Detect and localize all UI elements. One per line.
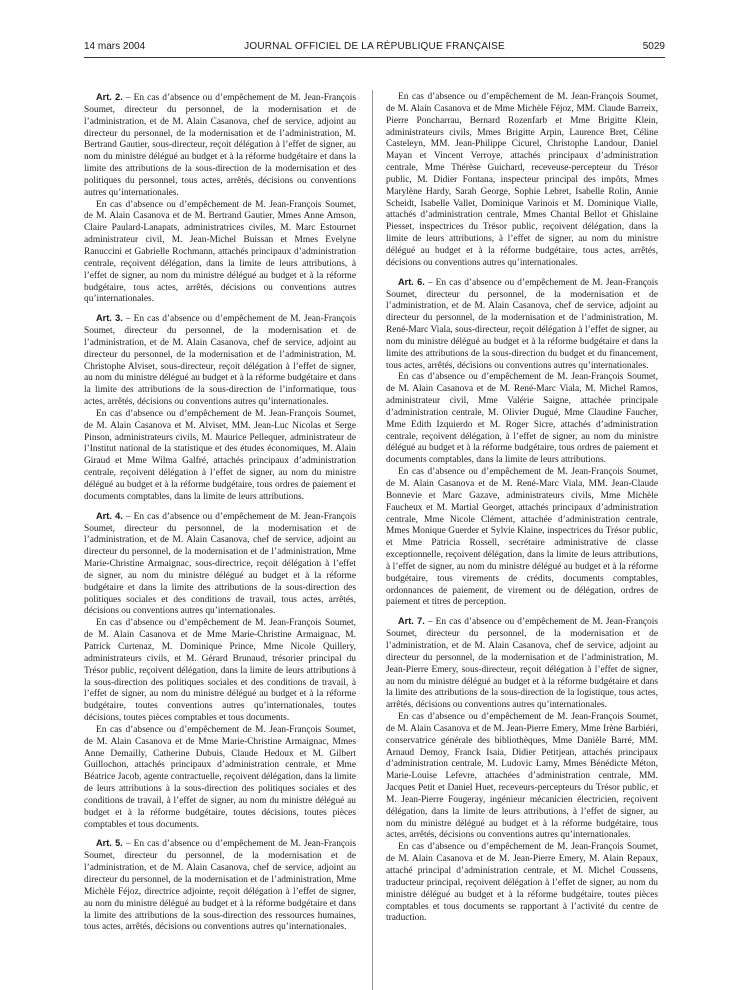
paragraph-text: En cas d’absence ou d’empêchement de M. Jean-François Soumet, de M. Alain Casanova et de M. Jean-Pierre Emery, Mme Irène Barbiéri, conservatrice générale des bibliothèques, Mme Danièle Barré, MM. Arnaud Demoy, Franck Isaia, Didier Petitjean, attachés principaux d’administration centrale, M. Ludovic Lamy, Mmes Bénédicte Méton, Marie-Louise Lefevre, attachées d’administration centrale, MM. Jacques Petit et Daniel Huet, receveurs-percepteurs du Trésor public, et M. Jean-Pierre Fougeray, ingénieur mécanicien électricien, reçoivent délégation, dans la limite de leurs attributions, à l’effet de signer, au nom du ministre délégué au budget et à la réforme budgétaire, tous actes, arrêtés, décisions ou conventions autres qu’internationales.: [386, 712, 658, 841]
paragraph-text: En cas d’absence ou d’empêchement de M. Jean-François Soumet, de M. Alain Casanova et de Mme Marie-Christine Armaignac, M. Patrick Curtenaz, M. Dominique Prince, Mme Nicole Quillery, administrateurs civils, et M. Gérard Brunaud, trésorier principal du Trésor public, reçoivent délégation, dans la limite de leurs attributions à la sous-direction des politiques sociales et des conditions de travail, à l’effet de signer, au nom du ministre délégué au budget et à la réforme budgétaire, toutes conventions autres qu’internationales, toutes décisions, toutes pièces comptables et tous documents.: [84, 618, 356, 724]
paragraph-text: En cas d’absence ou d’empêchement de M. Jean-François Soumet, de M. Alain Casanova et de Mme Michèle Féjoz, MM. Claude Barreix, Pierre Poncharrau, Bernard Rozenfarb et Mme Brigitte Klein, administrateurs civils, Mmes Brigitte Arpin, Laurence Bret, Céline Casteleyn, MM. Jean-Philippe Cicurel, Christophe Landour, Daniel Mayan et Vincent Verroye, attachés principaux d’administration centrale, Mme Thérèse Guichard, receveuse-percepteur du Trésor public, M. Didier Fontana, inspecteur principal des impôts, Mmes Marylène Hardy, Sarah George, Sophie Lebret, Isabelle Rolin, Annie Scheidt, Isabelle Vallet, Dominique Varinois et M. Dominique Vialle, attachés d’administration centrale, Mmes Chantal Bellot et Ghislaine Piesset, inspectrices du Trésor public, reçoivent délégation, dans la limite de leurs attributions, à l’effet de signer, au nom du ministre délégué au budget et à la réforme budgétaire, tous actes, arrêtés, décisions ou conventions autres qu’internationales.: [386, 92, 658, 268]
article-number: Art. 3.: [96, 313, 123, 324]
paragraph: [386, 467, 658, 609]
paragraph-text: En cas d’absence ou d’empêchement de M. Jean-François Soumet, de M. Alain Casanova et de M. René-Marc Viala, M. Michel Ramos, administrateur civil, Mme Valérie Saigne, attachée principale d’administration centrale, M. Olivier Dugué, Mme Claudine Faucher, Mme Edith Izquierdo et M. Roger Sicre, attachés d’administration centrale, reçoivent délégation, à l’effet de signer, au nom du ministre délégué au budget et à la réforme budgétaire, tous ordres de paiement et documents comptables, dans la limite de leurs attributions.: [386, 372, 658, 466]
header-rule: [84, 57, 665, 58]
paragraph-text: – En cas d’absence ou d’empêchement de M. Jean-François Soumet, directeur du personnel, de la modernisation et de l’administration, et de M. Alain Casanova, chef de service, adjoint au directeur du personnel, de la modernisation et de l’administration, Mme Michèle Féjoz, directrice adjointe, reçoit délégation à l’effet de signer, au nom du ministre délégué au budget et à la réforme budgétaire et dans la limite des attributions de la sous-direction des ressources humaines, tous actes, arrêtés, décisions ou conventions autres qu’internationales.: [84, 839, 356, 933]
paragraph-text: En cas d’absence ou d’empêchement de M. Jean-François Soumet, de M. Alain Casanova et de Mme Marie-Christine Armaignac, Mmes Anne Demailly, Catherine Dubuis, Claude Hedoux et M. Gilbert Guillochon, attachés principaux d’administration centrale, et Mme Béatrice Jacob, agente contractuelle, reçoivent délégation, dans la limite de leurs attributions à la sous-direction des politiques sociales et des conditions de travail, à l’effet de signer, au nom du ministre délégué au budget et à la réforme budgétaire, toutes décisions, toutes pièces comptables et tous documents.: [84, 724, 356, 830]
paragraph: [84, 409, 356, 504]
article-number: Art. 2.: [96, 92, 123, 102]
right-column: [386, 92, 658, 925]
paragraph: [84, 838, 356, 934]
paragraph-text: En cas d’absence ou d’empêchement de M. Jean-François Soumet, de M. Alain Casanova et M. Alviset, MM. Jean-Luc Nicolas et Serge Pinson, administrateurs civils, M. Maurice Pellequer, administrateur de l’Institut national de la statistique et des études économiques, M. Alain Giraud et Mme Wilma Galfré, attachés principaux d’administration centrale, reçoivent délégation à l’effet de signer, au nom du ministre délégué au budget et à la réforme budgétaire, tous ordres de paiement et documents comptables, dans la limite de leurs attributions.: [84, 408, 356, 502]
paragraph: [386, 616, 658, 712]
paragraph: [84, 92, 356, 200]
paragraph-text: En cas d’absence ou d’empêchement de M. Jean-François Soumet, de M. Alain Casanova et de M. Jean-Pierre Emery, M. Alain Repaux, attaché principal d’administration centrale, et M. Michel Coussens, traducteur principal, reçoivent délégation à l’effet de signer, au nom du ministre délégué au budget et à la réforme budgétaire, toutes pièces comptables et tous documents se rapportant à l’activité du centre de traduction.: [386, 842, 658, 924]
paragraph-text: – En cas d’absence ou d’empêchement de M. Jean-François Soumet, directeur du personnel, de la modernisation et de l’administration, et de M. Alain Casanova, chef de service, adjoint au directeur du personnel, de la modernisation et de l’administration, M. Christophe Alviset, sous-directeur, reçoit délégation à l’effet de signer, au nom du ministre délégué au budget et à la réforme budgétaire et dans la limite des attributions de la sous-direction de l’informatique, tous actes, arrêtés, décisions ou conventions autres qu’internationales.: [84, 314, 356, 408]
issue-date: 14 mars 2004: [84, 41, 146, 52]
paragraph: [386, 842, 658, 925]
article-number: Art. 7.: [398, 616, 425, 627]
paragraph: [386, 712, 658, 842]
paragraph: [386, 277, 658, 373]
page-header: [84, 37, 665, 57]
paragraph: [386, 372, 658, 467]
paragraph: [386, 92, 658, 270]
left-column: [84, 92, 356, 934]
paragraph-text: En cas d’absence ou d’empêchement de M. Jean-François Soumet, de M. Alain Casanova et de M. René-Marc Viala, MM. Jean-Claude Bonnevie et Marc Gazave, administrateurs civils, Mme Michèle Faucheux et M. Martial Georget, attachés principaux d’administration centrale, Mme Nicole Clément, attachée d’administration centrale, Mmes Monique Guerder et Sylvie Klaine, inspectrices du Trésor public, et Mme Patricia Rossell, secrétaire administrative de classe exceptionnelle, reçoivent délégation, dans la limite de leurs attributions, à l’effet de signer, au nom du ministre délégué au budget et à la réforme budgétaire, tous virements de crédits, documents comptables, ordonnances de paiement, de virement ou de délégation, ordres de paiement et titres de perception.: [386, 467, 658, 608]
article-number: Art. 4.: [96, 510, 123, 521]
article-number: Art. 6.: [398, 276, 425, 287]
paragraph-text: En cas d’absence ou d’empêchement de M. Jean-François Soumet, de M. Alain Casanova et de M. Bertrand Gautier, Mmes Anne Amson, Claire Paulard-Lanapats, administratrices civiles, M. Marc Estournet administrateur civil, M. Jean-Michel Buissan et Mmes Evelyne Ranuccini et Gabrielle Rochmann, attachés principaux d’administration centrale, reçoivent délégation, dans la limite de leurs attributions, à l’effet de signer, au nom du ministre délégué au budget et à la réforme budgétaire, tous actes, arrêtés, décisions ou conventions autres qu’internationales.: [84, 199, 356, 305]
paragraph: [84, 618, 356, 725]
column-divider: [372, 90, 373, 990]
paragraph-text: – En cas d’absence ou d’empêchement de M. Jean-François Soumet, directeur du personnel, de la modernisation et de l’administration, et de M. Alain Casanova, chef de service, adjoint au directeur du personnel, de la modernisation et de l’administration, M. Jean-Pierre Emery, sous-directeur, reçoit délégation à l’effet de signer, au nom du ministre délégué au budget et à la réforme budgétaire et dans la limite des attributions de la sous-direction de la logistique, tous actes, arrêtés, décisions ou conventions autres qu’internationales.: [386, 617, 658, 711]
article-number: Art. 5.: [96, 838, 123, 849]
paragraph-text: – En cas d’absence ou d’empêchement de M. Jean-François Soumet, directeur du personnel, de la modernisation et de l’administration, et de M. Alain Casanova, chef de service, adjoint au directeur du personnel, de la modernisation et de l’administration, M. René-Marc Viala, sous-directeur, reçoit délégation à l’effet de signer, au nom du ministre délégué au budget et à la réforme budgétaire et dans la limite des attributions de la sous-direction du budget et du financement, tous actes, arrêtés, décisions ou conventions autres qu’internationales.: [386, 277, 658, 371]
paragraph: [84, 313, 356, 409]
page-number: 5029: [642, 41, 665, 52]
paragraph: [84, 725, 356, 832]
paragraph-text: – En cas d’absence ou d’empêchement de M. Jean-François Soumet, directeur du personnel, de la modernisation et de l’administration, et de M. Alain Casanova, chef de service, adjoint au directeur du personnel, de la modernisation et de l’administration, M. Bertrand Gautier, sous-directeur, reçoit délégation à l’effet de signer, au nom du ministre délégué au budget et à la réforme budgétaire et dans la limite des attributions de la sous-direction de la modernisation et des politiques du personnel, tous actes, arrêtés, décisions ou conventions autres qu’internationales.: [84, 93, 356, 198]
journal-title: JOURNAL OFFICIEL DE LA RÉPUBLIQUE FRANÇAISE: [244, 41, 505, 52]
paragraph-text: – En cas d’absence ou d’empêchement de M. Jean-François Soumet, directeur du personnel, de la modernisation et de l’administration, et de M. Alain Casanova, chef de service, adjoint au directeur du personnel, de la modernisation et de l’administration, Mme Marie-Christine Armaignac, sous-directrice, reçoit délégation à l’effet de signer, au nom du ministre délégué au budget et à la réforme budgétaire et dans la limite des attributions de la sous-direction des politiques sociales et des conditions de travail, tous actes, arrêtés, décisions ou conventions autres qu’internationales.: [84, 511, 356, 617]
paragraph: [84, 511, 356, 619]
paragraph: [84, 200, 356, 307]
